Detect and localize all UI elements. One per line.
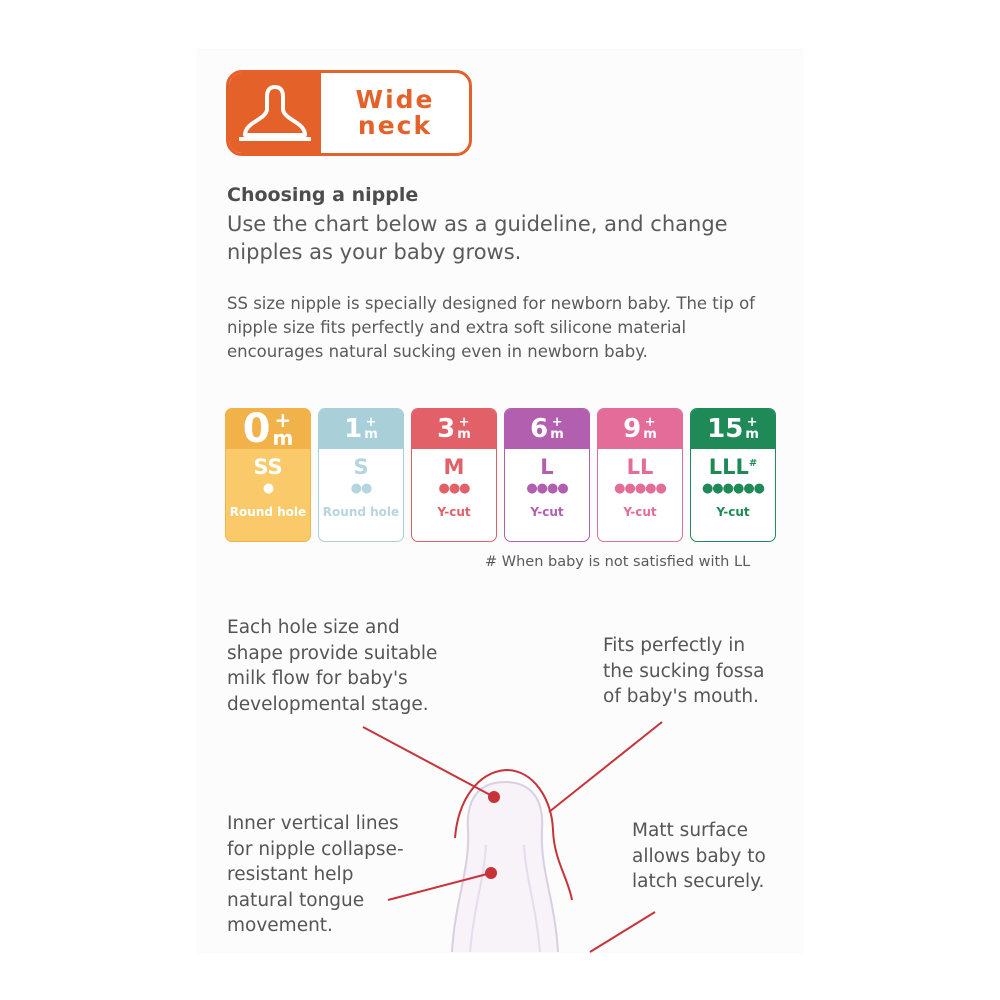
annotation-line: Inner vertical lines bbox=[227, 813, 399, 834]
badge-line-1: Wide bbox=[355, 85, 435, 114]
annotation-line: Fits perfectly in bbox=[603, 635, 746, 656]
annotation-line: latch securely. bbox=[632, 871, 765, 892]
age-number: 0 bbox=[242, 408, 271, 452]
unit-plus: + bbox=[458, 415, 470, 430]
unit-m: m bbox=[457, 427, 471, 442]
age-number: 15 bbox=[707, 414, 744, 444]
annotation-line: of baby's mouth. bbox=[603, 686, 760, 707]
unit-plus: + bbox=[274, 408, 292, 432]
annotation-line: developmental stage. bbox=[227, 693, 429, 715]
size-label: SS bbox=[253, 455, 283, 479]
unit-m: m bbox=[272, 426, 294, 450]
annotation-line: the sucking fossa bbox=[603, 660, 765, 682]
hole-type: Y-cut bbox=[437, 505, 471, 519]
annotation-line: natural tongue bbox=[227, 889, 365, 911]
nipple-illustration bbox=[452, 782, 558, 952]
size-label: LLL# bbox=[708, 455, 758, 479]
leader-line bbox=[363, 727, 494, 797]
leader-dot bbox=[488, 791, 500, 803]
age-number: 3 bbox=[437, 414, 456, 444]
flow-drops-icon: ●●● bbox=[438, 481, 470, 496]
newborn-paragraph: SS size nipple is specially designed for newborn baby. The tip of nipple size fits perfectly and extra soft silicone material encourages natural sucking even in newborn baby. bbox=[227, 294, 755, 361]
unit-m: m bbox=[364, 427, 378, 442]
flow-drops-icon: ●●●●●● bbox=[701, 481, 765, 496]
size-label: LL bbox=[626, 455, 654, 479]
flow-drops-icon: ● bbox=[262, 481, 274, 496]
badge-line-2: neck bbox=[357, 111, 433, 140]
leader-dot bbox=[485, 867, 497, 879]
section-heading: Choosing a nipple bbox=[227, 184, 419, 206]
size-label: L bbox=[540, 455, 554, 479]
age-number: 9 bbox=[623, 414, 642, 444]
unit-plus: + bbox=[365, 415, 377, 430]
annotation-line: Matt surface bbox=[632, 820, 749, 841]
hole-type: Round hole bbox=[229, 505, 307, 519]
hole-type: Y-cut bbox=[530, 505, 564, 519]
age-number: 1 bbox=[344, 414, 363, 444]
intro-text: Use the chart below as a guideline, and change nipples as your baby grows. bbox=[227, 212, 728, 264]
unit-plus: + bbox=[551, 415, 563, 430]
annotation-line: shape provide suitable bbox=[227, 642, 438, 664]
age-number: 6 bbox=[530, 414, 549, 444]
footnote: # When baby is not satisfied with LL bbox=[485, 554, 751, 570]
annotation-line: movement. bbox=[227, 915, 333, 936]
flow-drops-icon: ●●●● bbox=[526, 481, 568, 496]
leader-line bbox=[549, 722, 662, 812]
unit-m: m bbox=[550, 427, 564, 442]
hole-type: Round hole bbox=[322, 505, 400, 519]
leader-line bbox=[590, 912, 655, 952]
size-label: S bbox=[353, 455, 369, 479]
flow-drops-icon: ●● bbox=[350, 481, 372, 496]
size-label: M bbox=[443, 455, 465, 479]
unit-m: m bbox=[643, 427, 657, 442]
hole-type: Y-cut bbox=[716, 505, 750, 519]
annotation-line: resistant help bbox=[227, 864, 354, 885]
flow-drops-icon: ●●●●● bbox=[614, 481, 666, 496]
annotation-line: for nipple collapse- bbox=[227, 838, 404, 860]
unit-m: m bbox=[745, 427, 759, 442]
annotation-line: milk flow for baby's bbox=[227, 668, 408, 689]
annotation-line: allows baby to bbox=[632, 845, 766, 867]
unit-plus: + bbox=[746, 415, 758, 430]
unit-plus: + bbox=[644, 415, 656, 430]
hole-type: Y-cut bbox=[623, 505, 657, 519]
annotation-line: Each hole size and bbox=[227, 617, 400, 638]
